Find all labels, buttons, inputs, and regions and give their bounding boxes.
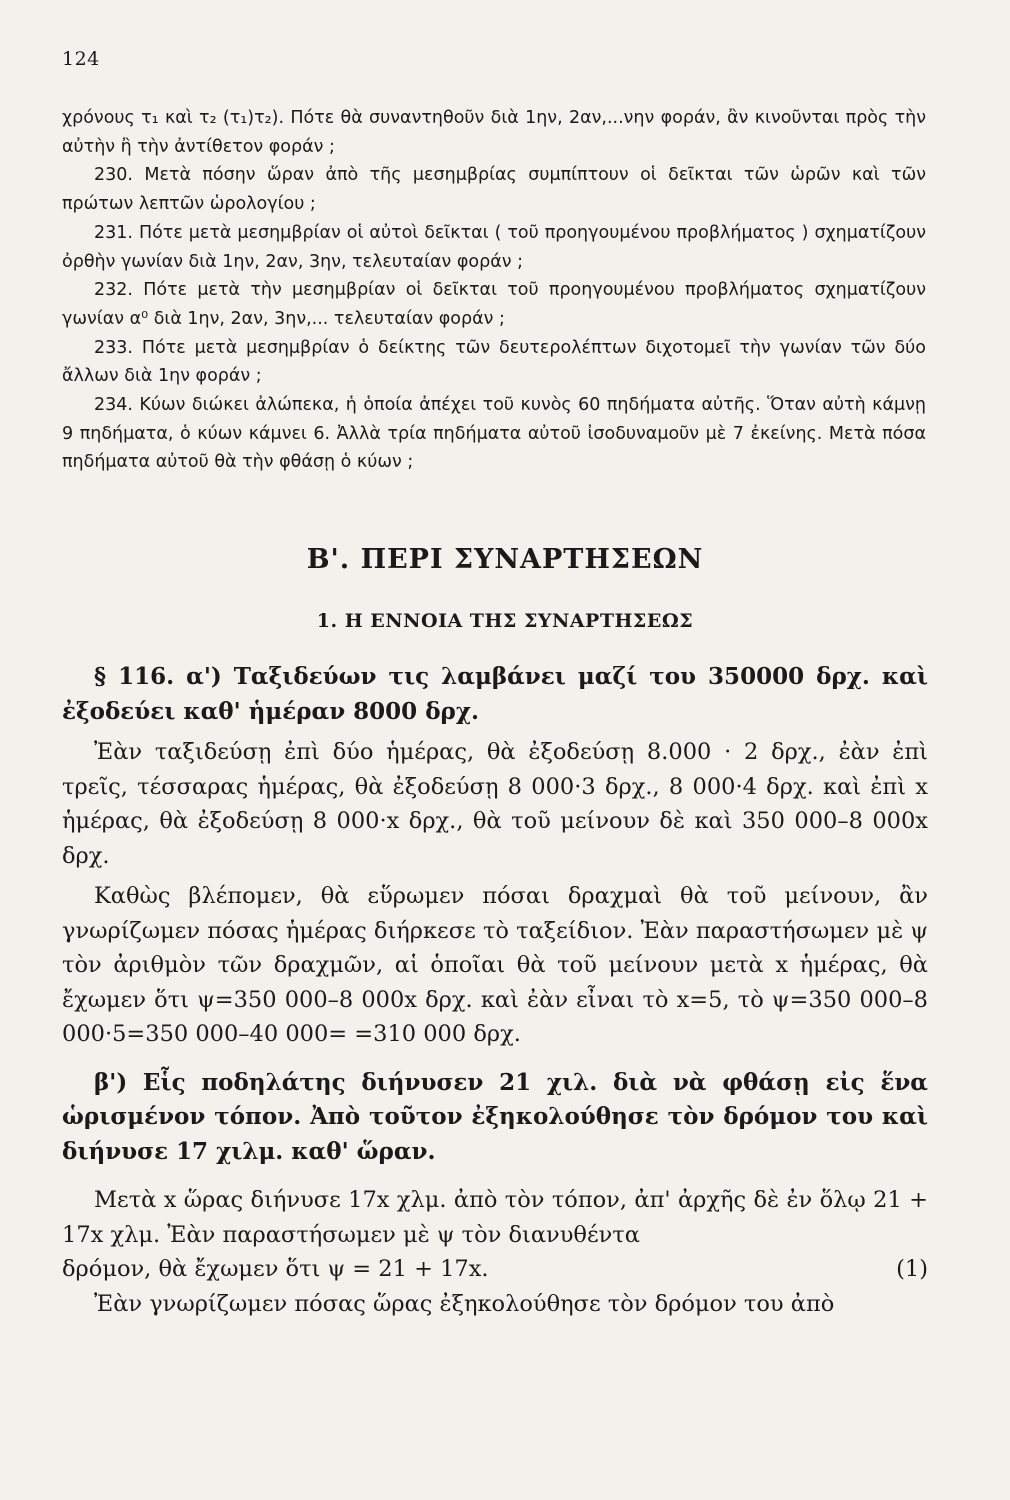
page-number: 124	[62, 48, 100, 70]
paragraph-b-heading: β') Εἷς ποδηλάτης διήνυσεν 21 χιλ. διὰ νὰ φθάσῃ εἰς ἕνα ὡρισμένον τόπον. Ἀπὸ τοῦτον ἐξηκολούθησε τὸν δρόμον του καὶ διήνυσε 17 χιλμ. καθ' ὥραν.	[62, 1068, 928, 1165]
equation-line	[62, 1252, 928, 1287]
exercise-229-continuation: χρόνους τ₁ καὶ τ₂ (τ₁)τ₂). Πότε θὰ συναντηθοῦν διὰ 1ην, 2αν,...νην φοράν, ἂν κινοῦνται πρὸς τὴν αὐτὴν ἢ τὴν ἀντίθετον φοράν ;	[62, 108, 926, 157]
exercise-232: 232. Πότε μετὰ τὴν μεσημβρίαν οἱ δεῖκται τοῦ προηγουμένου προβλήματος σχηματίζουν γωνίαν α⁰ διὰ 1ην, 2αν, 3ην,... τελευταίαν φοράν ;	[62, 280, 926, 329]
exercise-234: 234. Κύων διώκει ἀλώπεκα, ἡ ὁποία ἀπέχει τοῦ κυνὸς 60 πηδήματα αὐτῆς. Ὅταν αὐτὴ κάμνῃ 9 πηδήματα, ὁ κύων κάμνει 6. Ἀλλὰ τρία πηδήματα αὐτοῦ ἰσοδυναμοῦν μὲ 7 ἐκείνης. Μετὰ πόσα πηδήματα αὐτοῦ θὰ τὴν φθάσῃ ὁ κύων ;	[62, 395, 926, 473]
paragraph-116-heading: § 116. α') Ταξιδεύων τις λαμβάνει μαζί του 350000 δρχ. καὶ ἐξοδεύει καθ' ἡμέραν 8000 δρχ.	[62, 663, 928, 725]
paragraph-b-text-2: Ἐὰν γνωρίζωμεν πόσας ὥρας ἐξηκολούθησε τὸν δρόμον του ἀπὸ	[94, 1290, 835, 1317]
section-title: 1. Η ΕΝΝΟΙΑ ΤΗΣ ΣΥΝΑΡΤΗΣΕΩΣ	[316, 610, 694, 632]
exercise-233: 233. Πότε μετὰ μεσημβρίαν ὁ δείκτης τῶν δευτερολέπτων διχοτομεῖ τὴν γωνίαν τῶν δύο ἄλλων διὰ 1ην φοράν ;	[62, 337, 926, 387]
equation-text: δρόμον, θὰ ἔχωμεν ὅτι ψ = 21 + 17x.	[62, 1256, 489, 1282]
paragraph-116-text-2: Καθὼς βλέπομεν, θὰ εὕρωμεν πόσαι δραχμαὶ θὰ τοῦ μείνουν, ἂν γνωρίζωμεν πόσας ἡμέρας διήρκεσε τὸ ταξείδιον. Ἐὰν παραστήσωμεν μὲ ψ τὸν ἀριθμὸν τῶν δραχμῶν, αἱ ὁποῖαι θὰ τοῦ μείνουν μετὰ x ἡμέρας, θὰ ἔχωμεν ὅτι ψ=350 000–8 000x δρχ. καὶ ἐὰν εἶναι τὸ x=5, τὸ ψ=350 000–8 000·5=350 000–40 000= =310 000 δρχ.	[62, 883, 928, 1047]
main-text	[62, 660, 928, 1321]
chapter-title: Β'. ΠΕΡΙ ΣΥΝΑΡΤΗΣΕΩΝ	[306, 544, 704, 575]
exercise-231: 231. Πότε μετὰ μεσημβρίαν οἱ αὐτοὶ δεῖκται ( τοῦ προηγουμένου προβλήματος ) σχηματίζουν ὀρθὴν γωνίαν διὰ 1ην, 2αν, 3ην, τελευταίαν φοράν ;	[62, 222, 926, 272]
paragraph-b-text-1: Μετὰ x ὥρας διήνυσε 17x χλμ. ἀπὸ τὸν τόπον, ἀπ' ἀρχῆς δὲ ἐν ὅλῳ 21 + 17x χλμ. Ἐὰν παραστήσωμεν μὲ ψ τὸν διανυθέντα	[62, 1187, 928, 1248]
paragraph-116-text-1: Ἐὰν ταξιδεύσῃ ἐπὶ δύο ἡμέρας, θὰ ἐξοδεύσῃ 8.000 · 2 δρχ., ἐὰν ἐπὶ τρεῖς, τέσσαρας ἡμέρας, θὰ ἐξοδεύσῃ 8 000·3 δρχ., 8 000·4 δρχ. καὶ ἐπὶ x ἡμέρας, θὰ ἐξοδεύσῃ 8 000·x δρχ., θὰ τοῦ μείνουν δὲ καὶ 350 000–8 000x δρχ.	[62, 739, 928, 869]
exercise-230: 230. Μετὰ πόσην ὥραν ἀπὸ τῆς μεσημβρίας συμπίπτουν οἱ δεῖκται τῶν ὡρῶν καὶ τῶν πρώτων λεπτῶν ὡρολογίου ;	[62, 165, 926, 215]
equation-number: (1)	[896, 1256, 928, 1282]
exercise-list	[62, 104, 926, 477]
